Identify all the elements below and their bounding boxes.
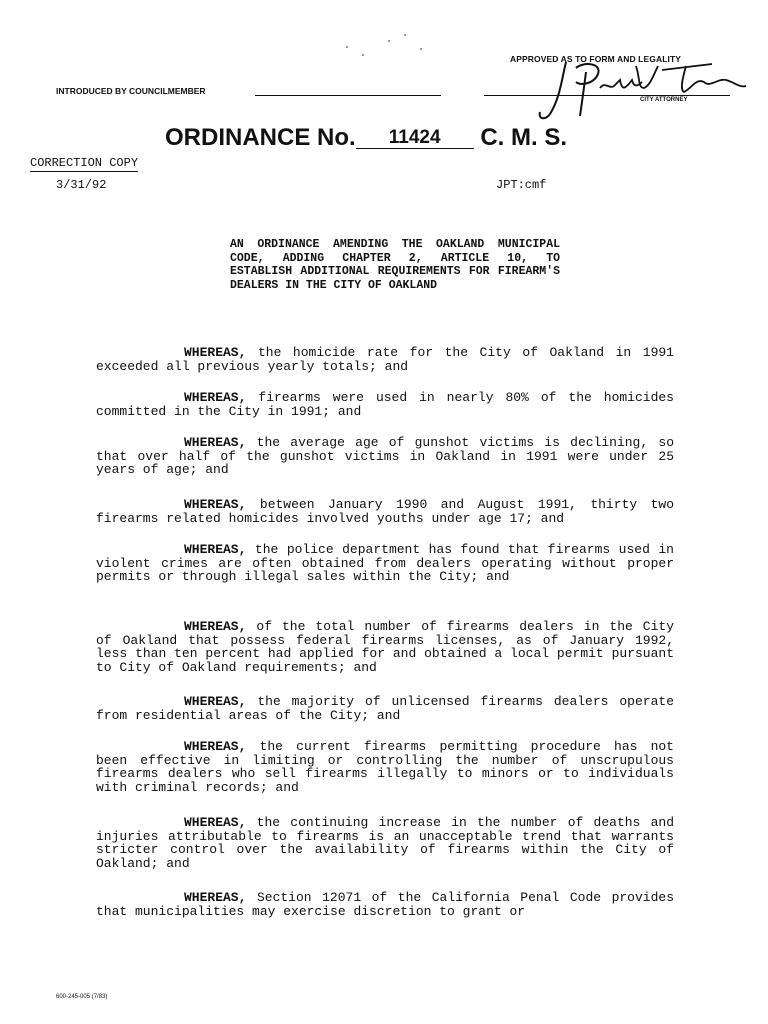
councilmember-signature-line [255,95,441,96]
ordinance-suffix: C. M. S. [480,124,568,151]
paragraph-text: the continuing increase in the number of deaths and injuries attributable to firearms is an unacceptable trend that warrants stricter control over the availability of firearms within the City of Oakland; and [96,815,674,871]
correction-date: 3/31/92 [56,178,107,192]
attorney-signature [536,58,750,124]
author-initials: JPT:cmf [496,178,547,192]
scan-speck [388,40,390,42]
paragraph-text: the police department has found that firearms used in violent crimes are often obtained from dealers operating without proper permits or through illegal sales within the City; and [96,542,674,584]
whereas-paragraph [96,391,674,418]
whereas-lead: WHEREAS, [184,694,247,709]
city-attorney-label: CITY ATTORNEY [640,97,688,103]
paragraph-text: Section 12071 of the California Penal Code provides that municipalities may exercise discretion to grant or [96,890,674,919]
whereas-paragraph [96,740,674,794]
ordinance-number: 11424 [356,128,474,149]
introduced-by-label: INTRODUCED BY COUNCILMEMBER [56,86,206,96]
paragraph-text: the majority of unlicensed firearms dealers operate from residential areas of the City; and [96,694,674,723]
whereas-paragraph [96,891,674,918]
whereas-paragraph [96,620,674,674]
whereas-lead: WHEREAS, [184,542,247,557]
paragraph-text: the current firearms permitting procedure has not been effective in limiting or controlling the number of unscrupulous firearms dealers who sell firearms illegally to minors or to individuals with criminal records; and [96,739,674,795]
whereas-paragraph [96,346,674,373]
ordinance-heading: AN ORDINANCE AMENDING THE OAKLAND MUNICIPAL CODE, ADDING CHAPTER 2, ARTICLE 10, TO ESTABLISH ADDITIONAL REQUIREMENTS FOR FIREARM'S DEALERS IN THE CITY OF OAKLAND [230,238,560,292]
paragraph-text: the homicide rate for the City of Oakland in 1991 exceeded all previous yearly totals; and [96,345,674,374]
scan-speck [420,48,422,50]
whereas-paragraph [96,498,674,525]
whereas-lead: WHEREAS, [184,890,247,905]
approved-as-to-form-label: APPROVED AS TO FORM AND LEGALITY [510,54,682,64]
scan-speck [346,46,348,48]
scan-speck [404,34,406,36]
whereas-lead: WHEREAS, [184,435,247,450]
paragraph-text: between January 1990 and August 1991, thirty two firearms related homicides involved youths under age 17; and [96,497,674,526]
form-number: 600-245-005 (7/83) [56,994,108,1000]
whereas-lead: WHEREAS, [184,619,247,634]
ordinance-prefix: ORDINANCE No. [165,124,356,151]
whereas-lead: WHEREAS, [184,497,247,512]
paragraph-text: the average age of gunshot victims is declining, so that over half of the gunshot victims in Oakland in 1991 were under 25 years of age; and [96,435,674,477]
whereas-paragraph [96,695,674,722]
ordinance-title [165,124,567,152]
scan-speck [362,54,364,56]
paragraph-text: firearms were used in nearly 80% of the homicides committed in the City in 1991; and [96,390,674,419]
whereas-lead: WHEREAS, [184,345,247,360]
whereas-lead: WHEREAS, [184,739,247,754]
paragraph-text: of the total number of firearms dealers in the City of Oakland that possess federal firearms licenses, as of January 1992, less than ten percent had applied for and obtained a local permit pursuant to City of Oakland requirements; and [96,619,674,675]
whereas-paragraph [96,543,674,584]
whereas-lead: WHEREAS, [184,815,247,830]
correction-copy-label: CORRECTION COPY [30,156,139,170]
whereas-paragraph [96,436,674,477]
whereas-lead: WHEREAS, [184,390,247,405]
whereas-paragraph [96,816,674,870]
